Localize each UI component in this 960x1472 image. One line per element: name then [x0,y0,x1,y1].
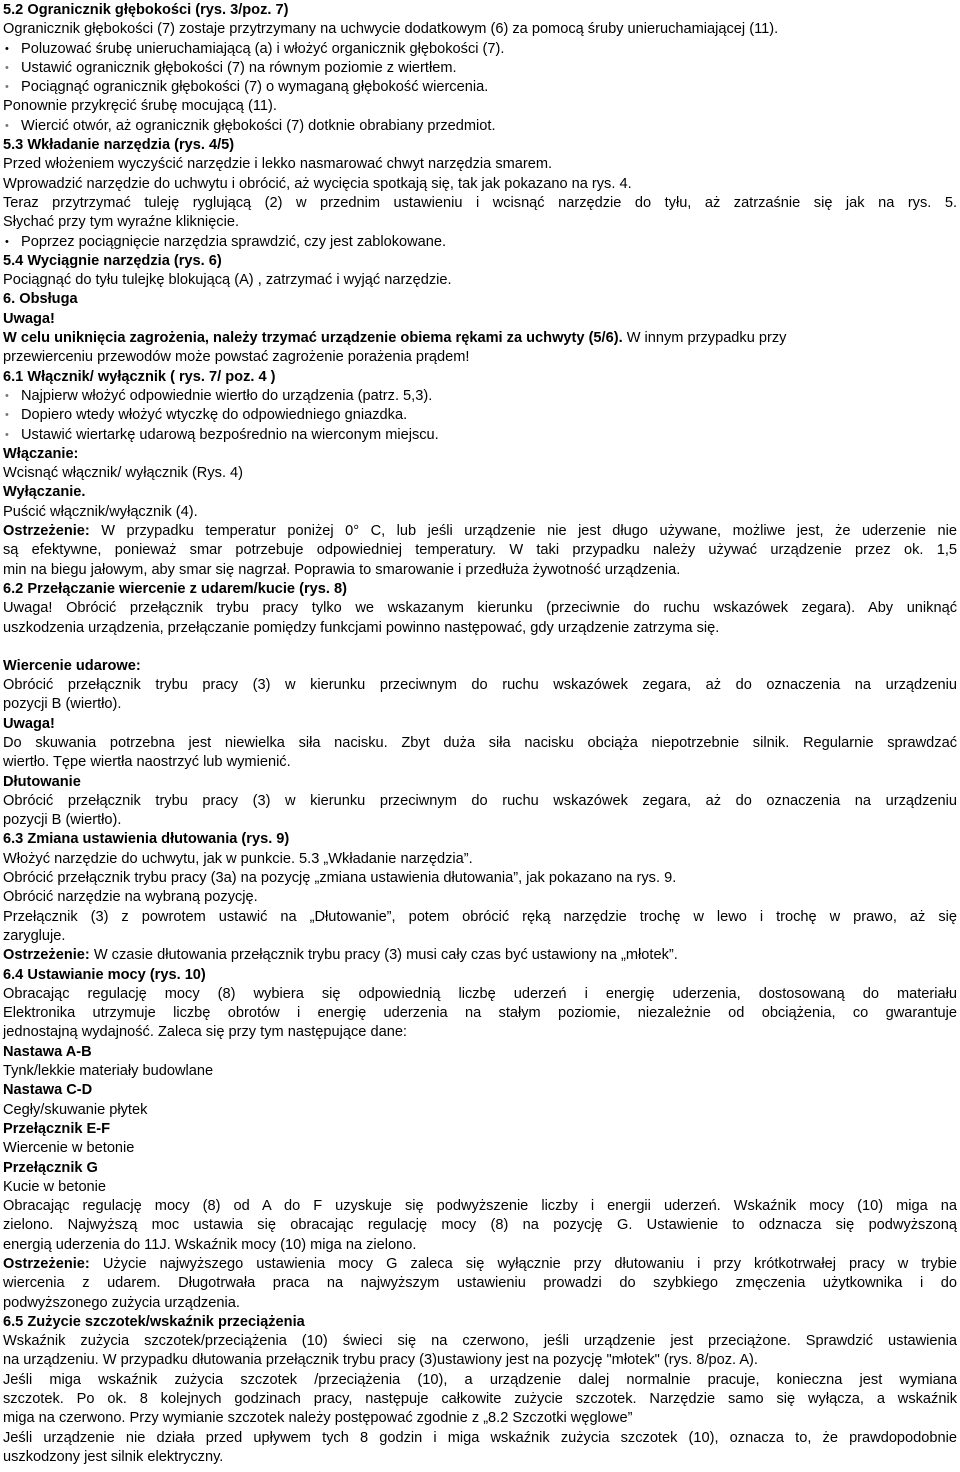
bold-lead: Ostrzeżenie: [3,947,90,964]
text-line: Przełącznik (3) z powrotem ustawić na „Dłutowanie”, potem obrócić ręką narzędzie trochę w lewo i trochę w prawo, aż się [3,908,957,925]
bullet-item: • Dopiero wtedy włożyć wtyczkę do odpowiedniego gniazdka. [3,406,957,425]
text-line [3,1255,957,1274]
text-line: Kucie w betonie [3,1178,107,1195]
bullet-item: • Najpierw włożyć odpowiednie wiertło do urządzenia (patrz. 5,3). [3,387,957,406]
section-heading: 6.5 Zużycie szczotek/wskaźnik przeciążenia [3,1313,305,1330]
text-line: są efektywne, ponieważ smar potrzebuje odpowiedniej temperatury. W taki przypadku należy używać urządzenie przez ok. 1,5 [3,542,957,559]
text-line: Wskaźnik zużycia szczotek/przeciążenia (10) świeci się na czerwono, jeśli urządzenie jest przeciążone. Sprawdzić ustawienia [3,1333,957,1350]
text-line: Pociągnąć do tyłu tulejkę blokującą (A) , zatrzymać i wyjąć narzędzie. [3,272,452,289]
line-text: W czasie dłutowania przełącznik trybu pracy (3) musi cały czas być ustawiony na „młotek”. [89,947,678,964]
section-heading: Uwaga! [3,310,55,327]
text-line: uszkodzenia urządzenia, przełączanie pomiędzy funkcjami powinno następować, gdy urządzenie zatrzyma się. [3,619,720,636]
section-heading: 6.2 Przełączanie wiercenie z udarem/kucie (rys. 8) [3,580,347,597]
text-line: przewierceniu przewodów może powstać zagrożenie porażenia prądem! [3,349,470,366]
text-line: Obrócić narzędzie na wybraną pozycję. [3,889,258,906]
text-line [3,329,957,348]
text-line: jednostajną wydajność. Zaleca się przy tym następujące dane: [3,1024,407,1041]
section-heading: 6. Obsługa [3,291,78,308]
section-heading: Nastawa A-B [3,1043,92,1060]
section-heading: Uwaga! [3,715,55,732]
bullet-item: • Poprzez pociągnięcie narzędzia sprawdzić, czy jest zablokowane. [3,233,957,252]
text-line: Tynk/lekkie materiały budowlane [3,1063,214,1080]
section-heading: Wiercenie udarowe: [3,657,141,674]
text-line: wiercenia z udarem. Długotrwała praca na najwyższym ustawieniu prowadzi do szybkiego zmęczenia użytkownika i do [3,1275,957,1292]
text-line: Teraz przytrzymać tuleję ryglującą (2) w przednim ustawieniu i wcisnąć narzędzie do tyłu, aż zatrzaśnie się jak na rys. 5. [3,194,957,211]
text-line: szczotek. Po ok. 8 kolejnych godzinach pracy, następuje całkowite zużycie szczotek. Narzędzie samo się wyłącza, a wskaźnik [3,1391,957,1408]
bold-lead: Ostrzeżenie: [3,1256,90,1272]
text-line: Obracając regulację mocy (8) od A do F uzyskuje się podwyższenie liczby i energii uderzeń. Wskaźnik mocy (10) miga na [3,1198,957,1215]
text-line: Cegły/skuwanie płytek [3,1101,148,1118]
text-line [3,946,957,965]
section-heading: Wyłączanie. [3,484,86,501]
text-line: uszkodzony jest silnik elektryczny. [3,1448,224,1465]
text-line: podwyższonego zużycia urządzenia. [3,1294,240,1311]
bullet-item: • Wiercić otwór, aż ogranicznik głębokości (7) dotknie obrabiany przedmiot. [3,117,957,136]
text-line: Wcisnąć włącznik/ wyłącznik (Rys. 4) [3,465,244,482]
text-line: Ogranicznik głębokości (7) zostaje przytrzymany na uchwycie dodatkowym (6) za pomocą śruby unieruchamiającej (11). [3,21,779,38]
bullet-item: • Pociągnąć ogranicznik głębokości (7) o wymaganą głębokość wiercenia. [3,78,957,97]
text-line: Elektronika utrzymuje liczbę obrotów i energię uderzenia na stałym poziomie, niezależnie od obciążenia, co gwarantuje [3,1005,957,1022]
text-line: Obracając regulację mocy (8) wybiera się odpowiednią liczbę uderzeń i energię uderzenia, dostosowaną do materiału [3,985,957,1002]
section-heading: Dłutowanie [3,773,81,790]
text-line: Włożyć narzędzie do uchwytu, jak w punkcie. 5.3 „Wkładanie narzędzia”. [3,850,473,867]
bullet-item: • Ustawić wiertarkę udarową bezpośrednio na wierconym miejscu. [3,426,957,445]
text-line: Ponownie przykręcić śrubę mocującą (11). [3,98,277,115]
text-line: energią uderzenia do 11J. Wskaźnik mocy (10) miga na zielono. [3,1236,417,1253]
text-line: Jeśli miga wskaźnik zużycia szczotek /przeciążenia (10), a urządzenie dalej normalnie pracuje, konieczna jest wymiana [3,1371,957,1388]
text-line: pozycji B (wiertło). [3,812,122,829]
bold-lead: Ostrzeżenie: [3,523,90,540]
section-heading: 5.3 Wkładanie narzędzia (rys. 4/5) [3,137,235,154]
text-line: miga na czerwono. Przy wymianie szczotek należy postępować zgodnie z „8.2 Szczotki węglowe” [3,1410,633,1427]
text-line: Obrócić przełącznik trybu pracy (3) w kierunku przeciwnym do ruchu wskazówek zegara, aż do oznaczenia na urządzeniu [3,792,957,809]
text-line: Wiercenie w betonie [3,1140,135,1157]
text-line: Obrócić przełącznik trybu pracy (3) w kierunku przeciwnym do ruchu wskazówek zegara, aż do oznaczenia na urządzeniu [3,677,957,694]
section-heading: Przełącznik E-F [3,1120,111,1137]
bullet-item: • Poluzować śrubę unieruchamiającą (a) i włożyć organicznik głębokości (7). [3,40,957,59]
text-line: Słychać przy tym wyraźne kliknięcie. [3,214,240,231]
section-heading: 5.4 Wyciągnie narzędzia (rys. 6) [3,252,222,269]
text-line: Wprowadzić narzędzie do uchwytu i obrócić, aż wycięcia spotkają się, tak jak pokazano na rys. 4. [3,175,632,192]
text-line: Uwaga! Obrócić przełącznik trybu pracy tylko we wskazanym kierunku (przeciwnie do ruchu wskazówek zegara). Aby uniknąć [3,600,957,617]
text-line: na urządzeniu. W przypadku dłutowania przełącznik trybu pracy (3)ustawiony jest na pozycję "młotek" (rys. 8/poz. A). [3,1352,758,1369]
text-line: wiertło. Tępe wiertła naostrzyć lub wymienić. [3,754,291,771]
section-heading: Przełącznik G [3,1159,98,1176]
line-text: W innym przypadku przy [622,330,787,347]
blank-line [3,638,957,657]
text-line: Obrócić przełącznik trybu pracy (3a) na pozycję „zmiana ustawienia dłutowania”, jak pokazano na rys. 9. [3,870,677,887]
line-text: Użycie najwyższego ustawienia mocy G zaleca się wyłącznie przy dłutowaniu i przy krótkotrwałej pracy w trybie [89,1256,957,1272]
text-line: min na biegu jałowym, aby smar się nagrzał. Poprawia to smarowanie i przedłuża żywotność urządzenia. [3,561,681,578]
text-line: zielono. Najwyższą moc ustawia się obracając regulację mocy (8) na pozycję G. Ustawienie to odznacza się podwyższoną [3,1217,957,1234]
section-heading: Włączanie: [3,445,79,462]
text-line: Przed włożeniem wyczyścić narzędzie i lekko nasmarować chwyt narzędzia smarem. [3,156,553,173]
text-line: pozycji B (wiertło). [3,696,122,713]
section-heading: 6.1 Włącznik/ wyłącznik ( rys. 7/ poz. 4 ) [3,368,276,385]
line-text: W przypadku temperatur poniżej 0° C, lub jeśli urządzenie nie jest długo używane, możliwe jest, że uderzenie nie [89,523,957,540]
text-line: Do skuwania potrzebna jest niewielka siła nacisku. Zbyt duża siła nacisku obciąża niepotrzebnie silnik. Regularnie sprawdzać [3,734,957,751]
text-line: Puścić włącznik/wyłącznik (4). [3,503,198,520]
section-heading: Nastawa C-D [3,1082,93,1099]
text-line [3,522,957,541]
section-heading: 6.4 Ustawianie mocy (rys. 10) [3,966,206,983]
text-line: Jeśli urządzenie nie działa przed upływem tych 8 godzin i miga wskaźnik zużycia szczotek (10), oznacza to, że prawdopodobnie [3,1429,957,1446]
section-heading: 5.2 Ogranicznik głębokości (rys. 3/poz. 7) [3,2,289,18]
section-heading: 6.3 Zmiana ustawienia dłutowania (rys. 9) [3,831,290,848]
bullet-item: • Ustawić ogranicznik głębokości (7) na równym poziomie z wiertłem. [3,59,957,78]
bold-lead: W celu uniknięcia zagrożenia, należy trzymać urządzenie obiema rękami za uchwyty (5/6). [3,330,623,347]
text-line: zarygluje. [3,927,66,944]
